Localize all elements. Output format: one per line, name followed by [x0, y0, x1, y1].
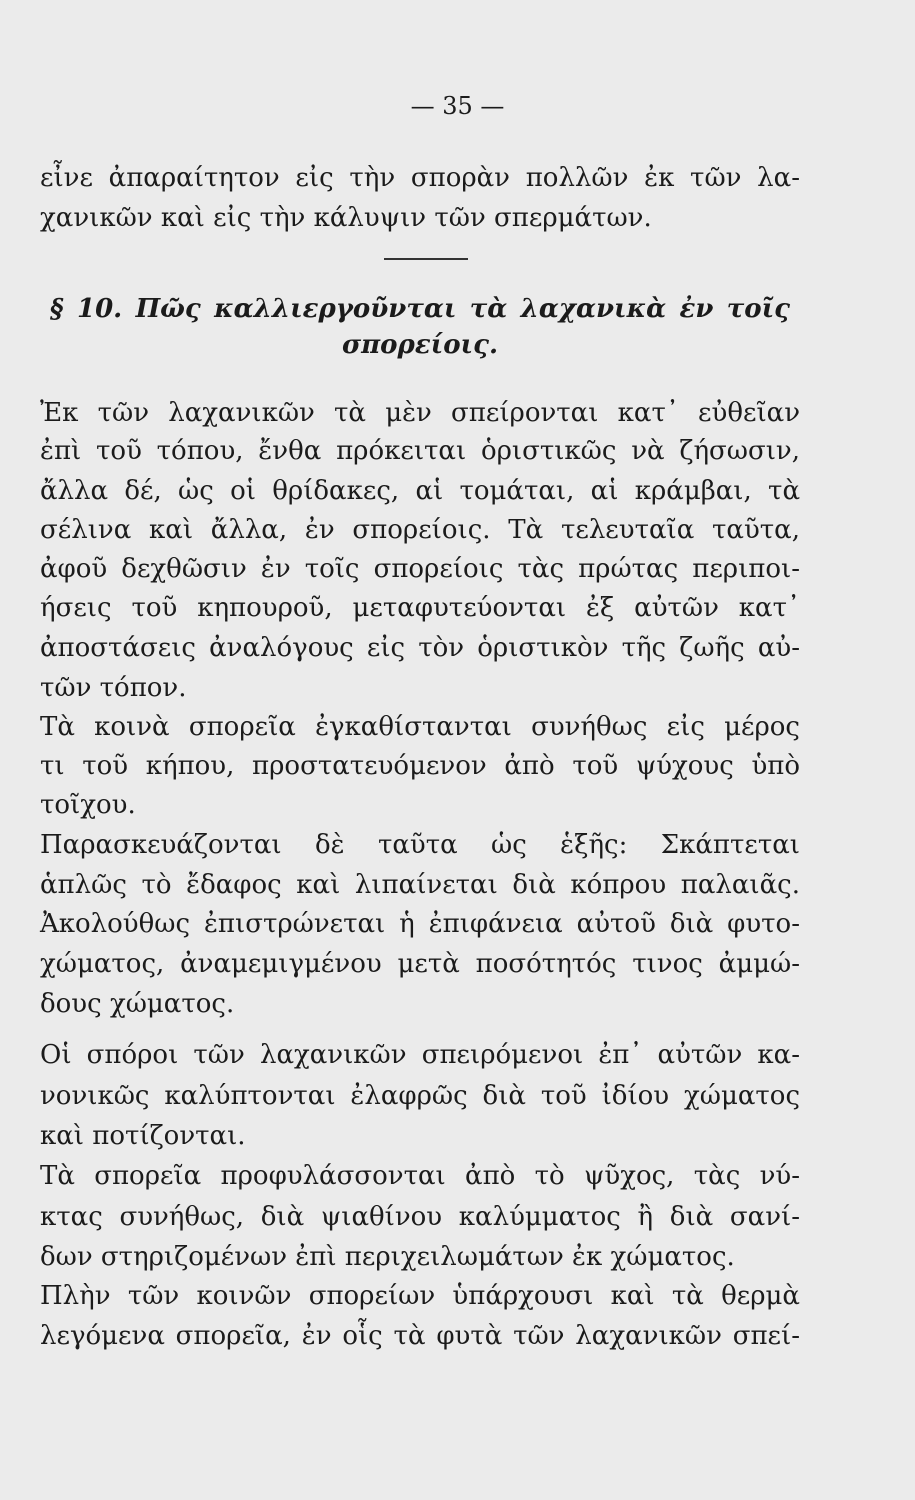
text-line: δων στηριζομένων ἐπὶ περιχειλωμάτων ἐκ χώματος. [40, 1242, 735, 1272]
text-line: Παρασκευάζονται δὲ ταῦτα ὡς ἑξῆς: Σκάπτεται [40, 830, 800, 860]
text-line: χανικῶν καὶ εἰς τὴν κάλυψιν τῶν σπερμάτων. [40, 203, 652, 233]
text-line: νονικῶς καλύπτονται ἐλαφρῶς διὰ τοῦ ἰδίου χώματος [40, 1081, 800, 1111]
text-line: Ἐκ τῶν λαχανικῶν τὰ μὲν σπείρονται κατ᾽ εὐθεῖαν [40, 398, 800, 428]
text-line: ἀφοῦ δεχθῶσιν ἐν τοῖς σπορείοις τὰς πρώτας περιποι- [40, 554, 800, 584]
text-line: σέλινα καὶ ἄλλα, ἐν σπορείοις. Τὰ τελευταῖα ταῦτα, [40, 515, 800, 545]
text-line: δους χώματος. [40, 989, 235, 1019]
text-line: Οἱ σπόροι τῶν λαχανικῶν σπειρόμενοι ἐπ᾽ αὐτῶν κα- [40, 1040, 800, 1070]
text-line: ήσεις τοῦ κηπουροῦ, μεταφυτεύονται ἐξ αὐτῶν κατ᾽ [40, 593, 800, 623]
text-line: ἄλλα δέ, ὡς οἱ θρίδακες, αἱ τομάται, αἱ κράμβαι, τὰ [40, 476, 800, 506]
text-line: Τὰ κοινὰ σπορεῖα ἐγκαθίστανται συνήθως εἰς μέρος [40, 712, 800, 742]
text-line: Τὰ σπορεῖα προφυλάσσονται ἀπὸ τὸ ψῦχος, τὰς νύ- [40, 1161, 800, 1191]
section-heading: § 10. Πῶς καλλιεργοῦνται τὰ λαχανικὰ ἐν τοῖς [50, 294, 790, 324]
text-line: καὶ ποτίζονται. [40, 1121, 246, 1151]
text-line: Ἀκολούθως ἐπιστρώνεται ἡ ἐπιφάνεια αὐτοῦ διὰ φυτο- [40, 909, 800, 939]
text-line: ἁπλῶς τὸ ἔδαφος καὶ λιπαίνεται διὰ κόπρου παλαιᾶς. [40, 870, 800, 900]
text-line: ἐπὶ τοῦ τόπου, ἔνθα πρόκειται ὁριστικῶς νὰ ζήσωσιν, [40, 436, 800, 466]
section-divider [384, 258, 468, 260]
text-line: κτας συνήθως, διὰ ψιαθίνου καλύμματος ἢ διὰ σανί- [40, 1202, 800, 1232]
text-line: εἶνε ἀπαραίτητον εἰς τὴν σπορὰν πολλῶν ἐκ τῶν λα- [40, 163, 800, 193]
page-number: — 35 — [410, 92, 505, 120]
text-line: χώματος, ἀναμεμιγμένου μετὰ ποσότητός τινος ἀμμώ- [40, 949, 800, 979]
text-line: τι τοῦ κήπου, προστατευόμενον ἀπὸ τοῦ ψύχους ὑπὸ [40, 751, 800, 781]
text-line: τοῖχου. [40, 790, 136, 820]
text-line: τῶν τόπον. [40, 673, 187, 703]
text-line: ἀποστάσεις ἀναλόγους εἰς τὸν ὁριστικὸν τῆς ζωῆς αὐ- [40, 633, 800, 663]
section-heading-continued: σπορείοις. [341, 330, 499, 360]
text-line: Πλὴν τῶν κοινῶν σπορείων ὑπάρχουσι καὶ τὰ θερμὰ [40, 1281, 800, 1311]
text-line: λεγόμενα σπορεῖα, ἐν οἷς τὰ φυτὰ τῶν λαχανικῶν σπεί- [40, 1321, 800, 1351]
